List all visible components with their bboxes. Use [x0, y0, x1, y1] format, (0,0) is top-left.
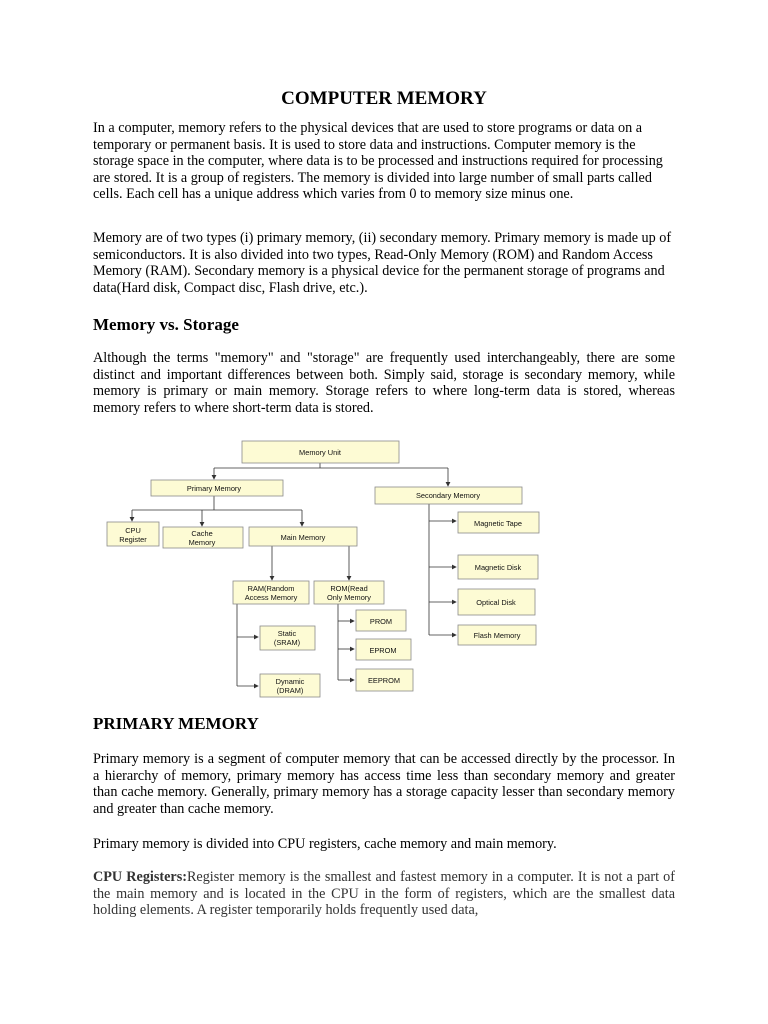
diagram-node-optical-disk — [458, 589, 535, 615]
diagram-label-primary-memory: Primary Memory — [186, 484, 242, 493]
diagram-node-main-memory — [249, 527, 357, 546]
diagram-label-magnetic-disk: Magnetic Disk — [474, 563, 522, 572]
diagram-label-dynamic-line1: Dynamic — [275, 677, 305, 686]
diagram-node-magnetic-disk — [458, 555, 538, 579]
cpu-registers-paragraph — [93, 869, 675, 919]
diagram-node-dynamic — [260, 674, 320, 697]
diagram-label-main-memory: Main Memory — [280, 533, 326, 542]
diagram-label-cache-memory-line1: Cache — [191, 529, 213, 538]
diagram-label-prom: PROM — [369, 617, 393, 626]
diagram-label-rom-line1: ROM(Read — [330, 584, 368, 593]
diagram-node-magnetic-tape — [458, 512, 539, 533]
diagram-label-static-line1: Static — [277, 629, 297, 638]
diagram-node-prom — [356, 610, 406, 631]
cpu-registers-text: Register memory is the smallest and fastest memory in a computer. It is not a part of the main memory and is located in the CPU in the form of registers, which are the smallest data holding elements. A register temporarily holds frequently used data, — [93, 869, 675, 919]
diagram-node-eprom — [356, 639, 411, 660]
section-heading-memory-vs-storage: Memory vs. Storage — [93, 315, 239, 334]
diagram-node-secondary-memory — [375, 487, 522, 504]
diagram-node-static — [260, 626, 315, 650]
diagram-node-cache-memory — [163, 527, 243, 548]
diagram-label-dynamic-line2: (DRAM) — [276, 686, 304, 695]
diagram-label-ram-line1: RAM(Random — [247, 584, 295, 593]
diagram-label-cache-memory-line2: Memory — [188, 538, 216, 547]
primary-memory-paragraph-2: Primary memory is divided into CPU registers, cache memory and main memory. — [93, 836, 557, 852]
cpu-registers-term: CPU Registers: — [93, 869, 187, 885]
diagram-label-secondary-memory: Secondary Memory — [415, 491, 481, 500]
document-title: COMPUTER MEMORY — [281, 88, 487, 109]
diagram-label-memory-unit: Memory Unit — [299, 448, 341, 457]
diagram-node-eeprom — [356, 669, 413, 691]
diagram-node-memory-unit — [242, 441, 399, 463]
primary-memory-paragraph-1: Primary memory is a segment of computer memory that can be accessed directly by the processor. In a hierarchy of memory, primary memory has access time less than secondary memory and greater than cache memory. Generally, primary memory has a storage capacity lesser than secondary memory and greater than cache memory. — [93, 751, 675, 817]
diagram-label-rom-line2: Only Memory — [327, 593, 371, 602]
diagram-node-primary-memory — [151, 480, 283, 496]
diagram-label-optical-disk: Optical Disk — [476, 598, 516, 607]
diagram-label-cpu-register-line1: CPU — [125, 526, 141, 535]
section-heading-primary-memory: PRIMARY MEMORY — [93, 714, 259, 733]
diagram-node-ram — [233, 581, 309, 604]
diagram-label-static-line2: (SRAM) — [273, 638, 301, 647]
diagram-label-cpu-register-line2: Register — [119, 535, 147, 544]
memory-vs-storage-paragraph: Although the terms "memory" and "storage" are frequently used interchangeably, there are some distinct and important differences between both. Simply said, storage is secondary memory, while memory is primary or main memory. Storage refers to where long-term data is stored, whereas memory refers to where short-term data is stored. — [93, 350, 675, 416]
intro-paragraph-2: Memory are of two types (i) primary memory, (ii) secondary memory. Primary memory is made up of semiconductors. It is also divided into two types, Read-Only Memory (ROM) and Random Access Memory (RAM). Secondary memory is a physical device for the permanent storage of programs and data(Hard disk, Compact disc, Flash drive, etc.). — [93, 230, 672, 296]
diagram-label-eeprom: EEPROM — [367, 676, 401, 685]
diagram-label-eprom: EPROM — [369, 646, 397, 655]
intro-paragraph-1: In a computer, memory refers to the physical devices that are used to store programs or data on a temporary or permanent basis. It is used to store data and instructions. Computer memory is the storage space in the computer, where data is to be processed and instructions required for processing are stored. It is a group of registers. The memory is divided into large number of small parts called cells. Each cell has a unique address which varies from 0 to memory size minus one. — [93, 120, 663, 203]
diagram-label-flash-memory: Flash Memory — [473, 631, 521, 640]
diagram-node-flash-memory — [458, 625, 536, 645]
diagram-label-ram-line2: Access Memory — [244, 593, 298, 602]
diagram-label-magnetic-tape: Magnetic Tape — [474, 519, 522, 528]
diagram-node-cpu-register — [107, 522, 159, 546]
diagram-node-rom — [314, 581, 384, 604]
